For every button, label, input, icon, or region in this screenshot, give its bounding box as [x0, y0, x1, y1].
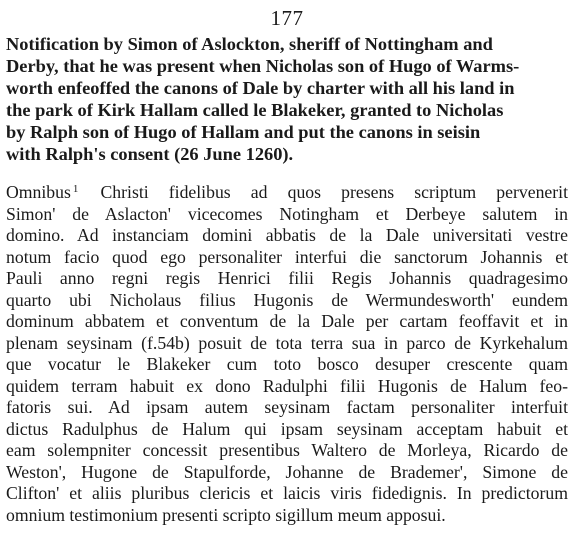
- document-number: 177: [270, 6, 304, 30]
- body-line: notum facio quod ego personaliter interfui die sanctorum Johannis et: [6, 246, 568, 267]
- body-line: que vocatur le Blakeker cum toto bosco desuper crescente quam: [6, 354, 568, 374]
- body-line: quidem terram habuit ex dono Radulphi filii Hugonis de Halum feo-: [6, 375, 568, 396]
- body-line: dominum abbatem et conventum de la Dale per cartam feoffavit et in: [6, 311, 568, 331]
- first-line-rest: Christi fidelibus ad quos presens scriptum pervenerit: [100, 182, 568, 202]
- heading-line: Derby, that he was present when Nicholas son of Hugo of Warms-: [6, 56, 520, 76]
- body-line: domino. Ad instanciam domini abbatis de la Dale universitati vestre: [6, 225, 568, 245]
- body-line: Clifton' et aliis pluribus clericis et laicis viris fidedignis. In predictorum: [6, 483, 568, 503]
- heading-line: the park of Kirk Hallam called le Blakeker, granted to Nicholas: [6, 100, 504, 120]
- body-line: quarto ubi Nicholaus filius Hugonis de Wermundesworth' eundem: [6, 289, 568, 310]
- body-line-last: omnium testimonium presenti scripto sigillum meum apposui.: [6, 504, 446, 525]
- body-line: plenam seysinam (f.54b) posuit de tota terra sua in parco de Kyrkehalum: [6, 332, 568, 353]
- document-heading: [6, 33, 568, 165]
- body-line: Weston', Hugone de Stapulforde, Johanne de Brademer', Simone de: [6, 461, 568, 482]
- body-line: dictus Radulphus de Halum qui ipsam seysinam acceptam habuit et: [6, 418, 568, 439]
- document-page: [6, 6, 568, 526]
- heading-line: by Ralph son of Hugo of Hallam and put the canons in seisin: [6, 122, 481, 142]
- charter-text: [6, 182, 568, 526]
- body-line-first: [6, 182, 568, 204]
- first-word: Omnibus: [6, 182, 71, 202]
- footnote-marker[interactable]: 1: [72, 183, 79, 195]
- heading-line: worth enfeoffed the canons of Dale by charter with all his land in: [6, 78, 515, 98]
- heading-line: with Ralph's consent (26 June 1260).: [6, 144, 294, 164]
- body-line: fatoris sui. Ad ipsam autem seysinam factam personaliter interfuit: [6, 397, 568, 417]
- body-line: Simon' de Aslacton' vicecomes Notingham et Derbeye salutem in: [6, 203, 568, 224]
- body-line: Pauli anno regni regis Henrici filii Regis Johannis quadragesimo: [6, 268, 568, 288]
- heading-line: Notification by Simon of Aslockton, sheriff of Nottingham and: [6, 34, 493, 54]
- body-line: eam solempniter concessit presentibus Waltero de Morleya, Ricardo de: [6, 440, 568, 460]
